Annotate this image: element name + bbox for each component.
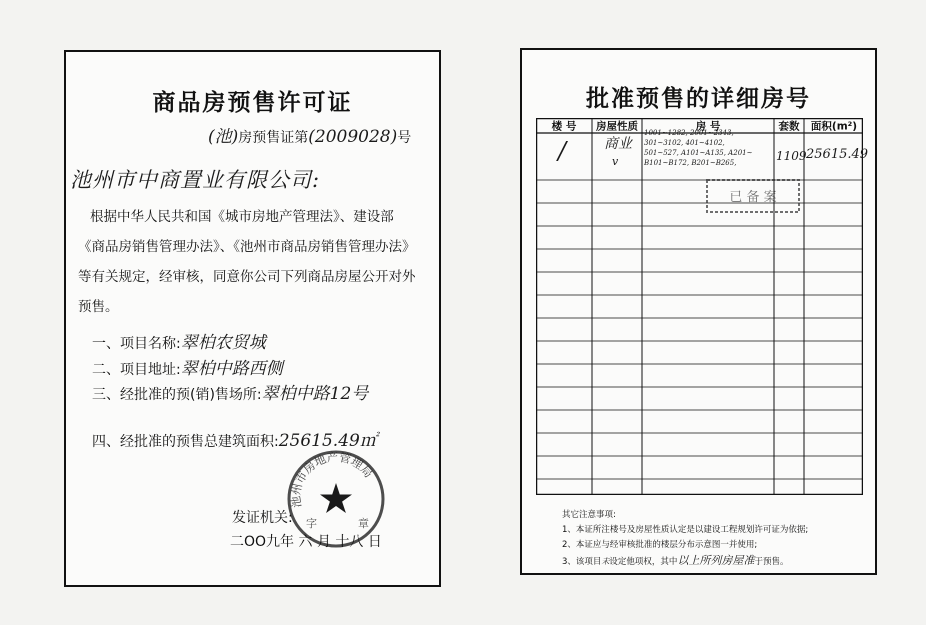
note-2: 2、本证应与经审核批准的楼层分布示意图一并使用; <box>562 540 758 550</box>
row1-nature: 商业 <box>604 136 632 152</box>
seal-star-icon <box>320 483 352 513</box>
note-3 <box>562 553 808 570</box>
note-3-mark: 未 <box>601 557 610 566</box>
cert-middle: 房预售证第 <box>238 130 309 146</box>
total-area-label: 四、经批准的预售总建筑面积: <box>92 434 279 450</box>
sales-location-value: 翠柏中路12号 <box>261 384 369 404</box>
body-line-3: 等有关规定，经审核，同意你公司下列商品房屋公开对外 <box>78 269 416 285</box>
notes-section <box>562 508 808 570</box>
seal-text-right: 章 <box>358 517 369 530</box>
permit-certificate-panel <box>64 50 441 587</box>
row1-sets: 1109 <box>776 149 807 163</box>
header-nature: 房屋性质 <box>596 120 638 133</box>
cert-suffix: 号 <box>397 130 412 146</box>
row1-room-line1: 1001~1282, 2001~2343, <box>644 129 734 137</box>
cert-number: (2009028) <box>308 127 398 147</box>
row1-building: / <box>558 137 567 165</box>
note-3-start: 3、该项目 <box>562 557 602 567</box>
seal-text: 池州市房地产管理局 <box>288 449 376 509</box>
note-3-hand: 以上所列房屋 <box>677 554 744 567</box>
note-3-mid: 设定他项权，其中 <box>609 557 678 567</box>
room-detail-title: 批准预售的详细房号 <box>586 86 811 112</box>
project-name-line <box>92 328 266 353</box>
project-name-value: 翠柏农贸城 <box>180 333 266 353</box>
body-line-4: 预售。 <box>78 299 119 315</box>
sales-location-label: 三、经批准的预(销)售场所: <box>92 387 262 403</box>
row1-area: 25615.49 <box>806 147 869 162</box>
body-line-2: 《商品房销售管理办法》、《池州市商品房销售管理办法》 <box>78 239 416 255</box>
row1-room-line3: 501~527, A101~A135, A201~ <box>644 149 753 157</box>
note-1: 1、本证所注楼号及房屋性质认定是以建设工程规划许可证为依据; <box>562 525 809 535</box>
cert-prefix: (池) <box>208 127 239 147</box>
permit-body-text <box>78 202 426 322</box>
project-address-line <box>92 354 283 379</box>
row1-room-line2: 301~3102, 401~4102, <box>644 139 725 147</box>
notes-title: 其它注意事项: <box>562 510 616 520</box>
company-name: 池州市中商置业有限公司: <box>70 168 321 192</box>
room-detail-panel <box>520 48 877 575</box>
header-room: 房 号 <box>695 120 721 133</box>
sales-location-line <box>92 379 368 404</box>
project-address-value: 翠柏中路西侧 <box>180 359 283 379</box>
body-line-1: 根据中华人民共和国《城市房地产管理法》、建设部 <box>90 209 394 225</box>
header-sets: 套数 <box>778 120 800 133</box>
project-address-label: 二、项目地址: <box>92 362 181 378</box>
note-3-end: 于预售。 <box>754 557 789 567</box>
row1-room-line4: B101~B172, B201~B265, <box>644 159 737 167</box>
issue-date: 二OO九年 六 月 十八 日 <box>230 534 382 550</box>
note-3-allow: 准 <box>743 554 755 567</box>
certificate-number-line <box>208 122 411 147</box>
seal-text-inner: 字 <box>306 517 317 530</box>
row1-nature-mark: v <box>612 155 619 168</box>
table-row <box>536 129 869 180</box>
issuing-authority-label: 发证机关: <box>232 510 293 526</box>
permit-title: 商品房预售许可证 <box>152 90 353 116</box>
filing-stamp <box>707 180 799 212</box>
filing-stamp-text: 已 备 案 <box>729 190 777 205</box>
project-name-label: 一、项目名称: <box>92 336 181 352</box>
header-area: 面积(m²) <box>810 120 858 133</box>
header-building: 楼 号 <box>551 120 577 133</box>
total-area-value: 25615.49㎡ <box>278 431 377 451</box>
